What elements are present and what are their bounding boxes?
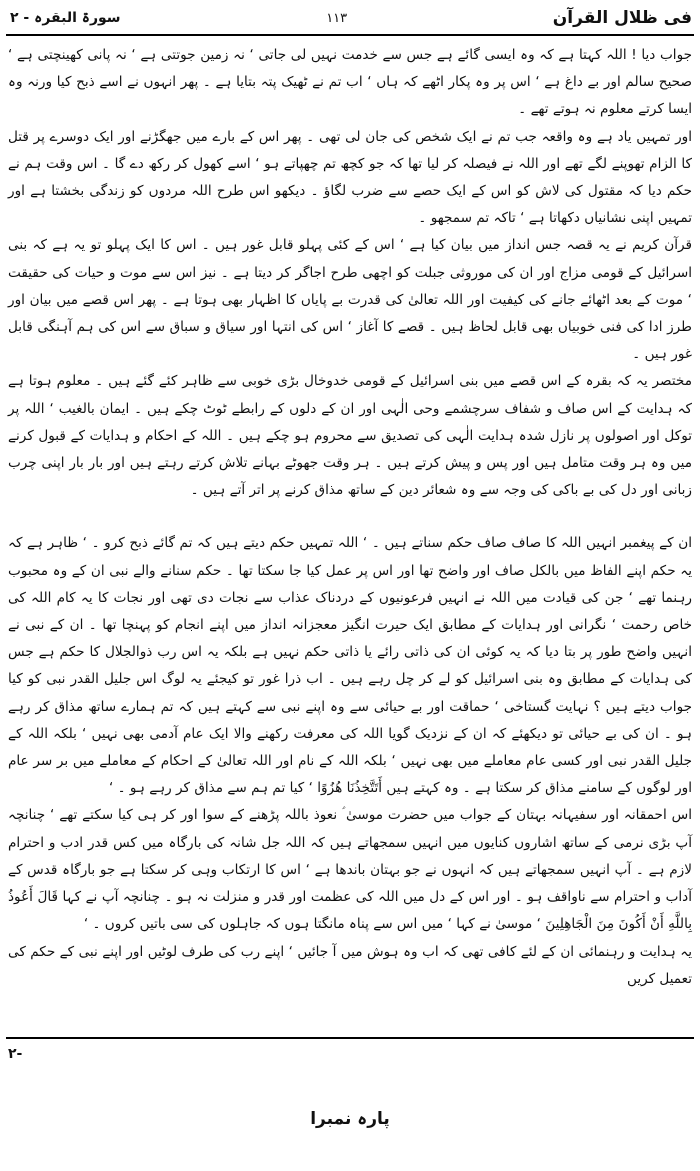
paragraph: قرآن کریم نے یہ قصہ جس انداز میں بیان کیا ہے ‘ اس کے کئی پہلو قابل غور ہیں ۔ اس کا ایک پہلو تو یہ ہے کہ بنی اسرائیل کے قومی مزاج اور ان کی موروثی جبلت کو اچھی طرح اجاگر کر دیتا ہے ۔ نیز اس سے موت و حیات کی حقیقت ‘ موت کے بعد اٹھائے جانے کی کیفیت اور اللہ تعالیٰ کی قدرت بے پایاں کا اظہار بھی ہوتا ہے ۔ پھر اس قصے میں بیان اور طرز ادا کی فنی خوبیاں بھی قابل لحاظ ہیں ۔ قصے کا آغاز ‘ اس کی انتہا اور سیاق و سباق سے اس کی ہم آہنگی قابل غور ہیں ۔ <box>8 237 692 363</box>
page-number: ۱۱۳ <box>326 10 348 26</box>
paragraph: اور تمہیں یاد ہے وہ واقعہ جب تم نے ایک شخص کی جان لی تھی ۔ پھر اس کے بارے میں جھگڑنے اور ایک دوسرے پر قتل کا الزام تھوپنے لگے تھے اور اللہ نے فیصلہ کر لیا تھا کہ جو کچھ تم چھپاتے ہو ‘ اسے کھول کر رکھ دے گا ۔ اس وقت ہم نے حکم دیا کہ مقتول کی لاش کو اس کے ایک حصے سے ضرب لگاؤ ۔ دیکھو اس طرح اللہ مردوں کو زندگی بخشتا ہے اور تمہیں اپنی نشانیاں دکھاتا ہے ‘ تاکہ تم سمجھو ۔ <box>8 128 692 227</box>
footer-divider <box>6 1037 694 1039</box>
paragraph: یہ ہدایت و رہنمائی ان کے لئے کافی تھی کہ اب وہ ہوش میں آ جائیں ‘ اپنے رب کی طرف لوٹیں اور اپنے نبی کے حکم کی تعمیل کریں <box>8 943 692 987</box>
header-divider <box>6 34 694 36</box>
page-body <box>8 42 692 993</box>
book-title: فی ظلال القرآن <box>552 8 692 28</box>
para-label: پارہ نمبرا <box>310 1109 390 1129</box>
paragraph: ان کے پیغمبر انہیں اللہ کا صاف صاف حکم سناتے ہیں ۔ ‘ اللہ تمہیں حکم دیتے ہیں کہ تم گائے ذبح کرو ۔ ‘ ظاہر ہے کہ یہ حکم اپنے الفاظ میں بالکل صاف اور واضح تھا اور اس پر عمل کیا جا سکتا تھا ۔ حکم سنانے والے نبی ان کے وہ محبوب رہنما تھے ‘ جن کی قیادت میں اللہ نے انہیں فرعونیوں کے دردناک عذاب سے نجات دی تھی اور نجات کا یہ کام اللہ کی خاص رحمت ‘ نگرانی اور ہدایات کے مطابق ایک حیرت انگیز معجزانہ انداز میں اپنے انجام کو پہنچا تھا ۔ ان کے نبی نے انہیں واضح طور پر بتا دیا کہ یہ کوئی ان کی ذاتی رائے یا ذاتی حکم نہیں ہے بلکہ یہ اس رب ذوالجلال کا حکم ہے جس کی ہدایات کے مطابق وہ بنی اسرائیل کو لے کر چل رہے ہیں ۔ اب ذرا غور تو کیجئے یہ لوگ اس جلیل القدر نبی کو کیا جواب دیتے ہیں ؟ نہایت گستاخی ‘ حماقت اور بے حیائی سے وہ اپنے نبی سے کہتے ہیں کہ تم ہمارے ساتھ مذاق کر رہے ہو ۔ ان کی بے حیائی تو دیکھئے کہ ان کے نزدیک گویا اللہ کی معرفت رکھنے والا ایک عام آدمی بھی نہیں ‘ بلکہ اللہ کے جلیل القدر نبی اور کسی عام معاملے میں بھی نہیں ‘ بلکہ اللہ کے نام اور اللہ تعالیٰ کے احکام کے معاملے میں بر سر عام اور لوگوں کے سامنے مذاق کر سکتا ہے ۔ وہ کہتے ہیں أَتَتَّخِذُنَا هُزُوًا ‘ کیا تم ہم سے مذاق کر رہے ہو ۔ ‘ <box>8 535 692 797</box>
paragraph: اس احمقانہ اور سفیہانہ بہتان کے جواب میں حضرت موسیٰ ؑ نعوذ باللہ پڑھنے کے سوا اور کر ہی کیا سکتے تھے ‘ چنانچہ آپ بڑی نرمی کے ساتھ اشاروں کنایوں میں انہیں سمجھاتے ہیں کہ اللہ جل شانہ کی بارگاہ میں کس قدر ادب و احترام لازم ہے ۔ آپ انہیں سمجھاتے ہیں کہ انہوں نے جو بہتان باندھا ہے ‘ اس کا ارتکاب وہی کر سکتا ہے جو بارگاہ قدس کے آداب و احترام سے ناواقف ہو ۔ اور اس کے دل میں اللہ کی عظمت اور قدر و منزلت نہ ہو ۔ چنانچہ آپ نے کہا قَالَ أَعُوذُ بِاللَّهِ أَنْ أَكُونَ مِنَ الْجَاهِلِينَ ‘ موسیٰ نے کہا ‘ میں اس سے پناہ مانگتا ہوں کہ جاہلوں کی سی باتیں کروں ۔ ‘ <box>8 807 692 933</box>
paragraph: مختصر یہ کہ بقرہ کے اس قصے میں بنی اسرائیل کے قومی خدوخال بڑی خوبی سے ظاہر کئے گئے ہیں ۔ معلوم ہوتا ہے کہ ہدایت کے اس صاف و شفاف سرچشمے وحی الٰہی اور ان کے دلوں کے رابطے ٹوٹ چکے ہیں ۔ ایمان بالغیب ‘ اللہ پر توکل اور اصولوں پر نازل شدہ ہدایت الٰہی کی تصدیق سے محروم ہو چکے ہیں ۔ اللہ کے احکام و ہدایات کے قبول کرنے میں وہ ہر وقت متامل ہیں اور پس و پیش کرتے ہیں ۔ ہر وقت جھوٹے بہانے تلاش کرتے رہتے ہیں اور بار بار اپنی چرب زبانی اور دل کی بے باکی کی وجہ سے وہ شعائر دین کے ساتھ مذاق کرنے پر اتر آتے ہیں ۔ <box>8 373 692 499</box>
page-header <box>10 4 692 32</box>
paragraph: جواب دیا ! اللہ کہتا ہے کہ وہ ایسی گائے ہے جس سے خدمت نہیں لی جاتی ‘ نہ زمین جوتتی ہے ‘ نہ پانی کھینچتی ہے ‘ صحیح سالم اور بے داغ ہے ‘ اس پر وہ پکار اٹھے کہ ہاں ‘ اب تم نے ٹھیک پتہ بتایا ہے ۔ پھر انہوں نے اسے ذبح کیا ورنہ وہ ایسا کرتے معلوم نہ ہوتے تھے ۔ <box>8 47 692 118</box>
footer-marker: ۲- <box>8 1046 23 1062</box>
surah-name: سورۃ البقرہ - ۲ <box>10 10 121 26</box>
